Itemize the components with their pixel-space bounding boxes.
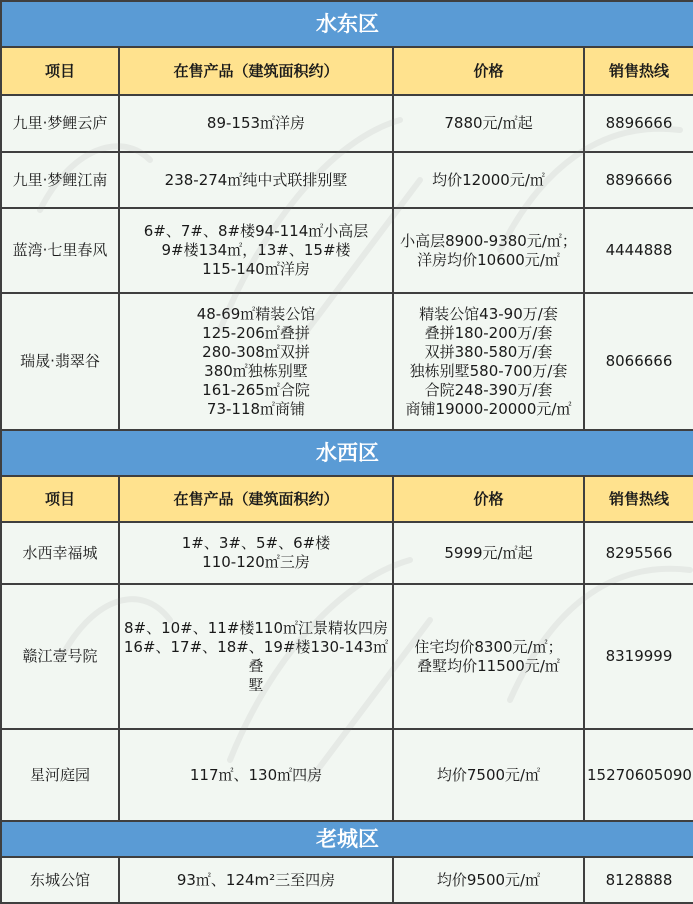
product-cell: 1#、3#、5#、6#楼 110-120㎡三房 [119,522,393,584]
price-cell: 7880元/㎡起 [393,95,584,152]
product-cell: 89-153㎡洋房 [119,95,393,152]
price-cell: 5999元/㎡起 [393,522,584,584]
project-cell: 九里·梦鲤云庐 [1,95,119,152]
header-product: 在售产品（建筑面积约） [119,476,393,522]
price-cell: 精装公馆43-90万/套 叠拼180-200万/套 双拼380-580万/套 独栋别墅580-700万/套 合院248-390万/套 商铺19000-20000元/㎡ [393,293,584,430]
hotline-cell: 8066666 [584,293,693,430]
hotline-cell: 8896666 [584,152,693,208]
price-cell: 均价12000元/㎡ [393,152,584,208]
district-title: 水东区 [1,1,693,47]
product-cell: 117㎡、130㎡四房 [119,729,393,821]
project-cell: 蓝湾·七里春风 [1,208,119,293]
header-project: 项目 [1,47,119,95]
district-row-shuidong [1,1,693,47]
table-row [1,208,693,293]
hotline-cell: 8295566 [584,522,693,584]
table-row [1,293,693,430]
header-row [1,476,693,522]
project-cell: 九里·梦鲤江南 [1,152,119,208]
table-row [1,522,693,584]
hotline-cell: 8319999 [584,584,693,729]
district-row-laocheng [1,821,693,857]
header-project: 项目 [1,476,119,522]
hotline-cell: 8896666 [584,95,693,152]
table-row [1,152,693,208]
table-row [1,729,693,821]
project-cell: 赣江壹号院 [1,584,119,729]
product-cell: 48-69㎡精装公馆 125-206㎡叠拼 280-308㎡双拼 380㎡独栋别墅 161-265㎡合院 73-118㎡商铺 [119,293,393,430]
project-cell: 水西幸福城 [1,522,119,584]
product-cell: 238-274㎡纯中式联排别墅 [119,152,393,208]
header-hotline: 销售热线 [584,47,693,95]
price-cell: 均价9500元/㎡ [393,857,584,903]
price-cell: 均价7500元/㎡ [393,729,584,821]
district-row-shuixi [1,430,693,476]
product-cell: 8#、10#、11#楼110㎡江景精妆四房 16#、17#、18#、19#楼130-143㎡叠 墅 [119,584,393,729]
district-title: 水西区 [1,430,693,476]
hotline-cell: 8128888 [584,857,693,903]
header-row [1,47,693,95]
header-product: 在售产品（建筑面积约） [119,47,393,95]
header-hotline: 销售热线 [584,476,693,522]
hotline-cell: 4444888 [584,208,693,293]
product-cell: 93㎡、124m²三至四房 [119,857,393,903]
project-cell: 瑞晟·翡翠谷 [1,293,119,430]
price-cell: 小高层8900-9380元/㎡； 洋房均价10600元/㎡ [393,208,584,293]
project-cell: 星河庭园 [1,729,119,821]
product-cell: 6#、7#、8#楼94-114㎡小高层 9#楼134㎡，13#、15#楼 115-140㎡洋房 [119,208,393,293]
table-row [1,857,693,903]
header-price: 价格 [393,47,584,95]
table-row [1,584,693,729]
table-row [1,95,693,152]
price-cell: 住宅均价8300元/㎡； 叠墅均价11500元/㎡ [393,584,584,729]
district-title: 老城区 [1,821,693,857]
header-price: 价格 [393,476,584,522]
project-cell: 东城公馆 [1,857,119,903]
hotline-cell: 15270605090 [584,729,693,821]
